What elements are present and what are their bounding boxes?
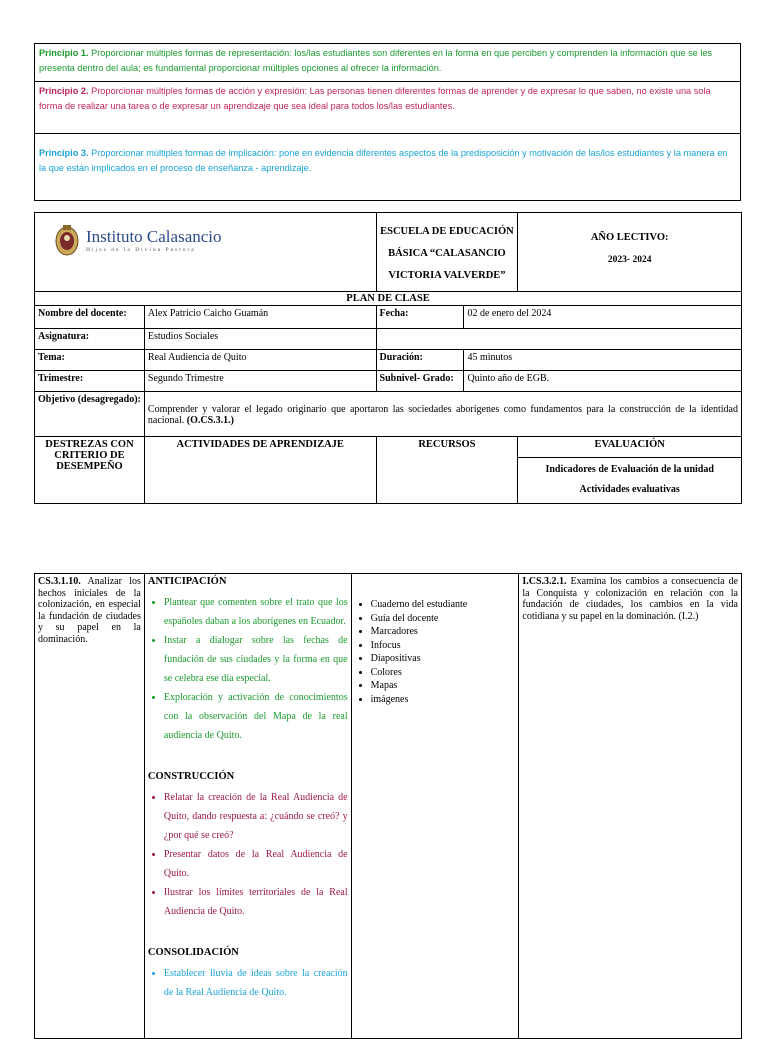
duracion-value: 45 minutos [464,350,742,371]
school-logo [38,215,373,257]
list-item: • Presentar datos de la Real Audiencia de Quito. [164,845,348,883]
asignatura-value: Estudios Sociales [144,329,376,350]
list-item: • Mapas [371,679,516,693]
construccion-list [148,788,348,921]
destreza-cell: CS.3.1.10. Analizar los hechos iniciales de la colonización, en especial la fundación de ciudades y su papel en la dominación. [35,574,145,1039]
anticipacion-list [148,593,348,745]
principle-2: Principio 2. Proporcionar múltiples formas de acción y expresión: Las personas tienen diferentes formas de aprender y de expresar lo que saben, no existe una sola forma de realizar una tarea o de expresar un aprendizaje que sea ideal para todos los/las estudiantes. [35,82,740,134]
construccion-title: CONSTRUCCIÓN [147,771,235,782]
plan-table: Instituto Calasancio Hijos de la Divina Pastora ESCUELA DE EDUCACIÓN BÁSICA “CALASANCIO VICTORIA VALVERDE” AÑO LECTIVO: 2023- 2024 PLAN DE CLASE Nombre del docente: Alex Patricio Caicho Guamán Fecha: 02 de enero del 2024 Asignatura: Estudios Sociales Tema: Real Audiencia de Quito Duración: 45 minutos Trimestre: Segundo Trimestre Subnivel- Grado: Quinto año de EGB. Objetivo (desagregado): Comprender y valorar el legado originario que aportaron las sociedades aborígenes como fundamentos para la construcción de la identidad nacional. (O.CS.3.1.) DESTREZAS CON CRITERIO DE DESEMPEÑO ACTIVIDADES DE APRENDIZAJE RECURSOS EVALUACIÓN Indicadores de Evaluación de la unidad Actividades evaluativas [34,212,742,504]
list-item: • Diapositivas [371,652,516,666]
list-item: • Cuaderno del estudiante [371,598,516,612]
list-item: • Marcadores [371,625,516,639]
consolidacion-list [148,964,348,1002]
objetivo-value: Comprender y valorar el legado originario que aportaron las sociedades aborígenes como fundamentos para la construcción de la identidad nacional. (O.CS.3.1.) [144,392,741,437]
logo-name: Instituto Calasancio [86,226,222,246]
resources-list [355,598,516,706]
year-cell: AÑO LECTIVO: 2023- 2024 [518,213,742,292]
list-item: • Relatar la creación de la Real Audiencia de Quito, dando respuesta a: ¿cuándo se creó? y ¿por qué se creó? [164,788,348,845]
subnivel-value: Quinto año de EGB. [464,371,742,392]
anticipacion-title: ANTICIPACIÓN [147,576,227,587]
col-evaluacion: EVALUACIÓN [518,437,742,458]
principle-3: Principio 3. Proporcionar múltiples formas de implicación: pone en evidencia diferentes aspectos de la predisposición y motivación de las/los estudiantes y la manera en la que están implicados en el proceso de enseñanza - aprendizaje. [39,148,728,173]
trimestre-value: Segundo Trimestre [144,371,376,392]
list-item: • Ilustrar los límites territoriales de la Real Audiencia de Quito. [164,883,348,921]
crest-icon [54,223,80,257]
list-item: • imágenes [371,693,516,707]
col-recursos: RECURSOS [376,437,518,504]
principle-1: Principio 1. Proporcionar múltiples formas de representación: los/las estudiantes son diferentes en la forma en que perciben y comprenden la información que se les presenta dentro del aula; es fundamental proporcionar múltiples opciones al ofrecer la información. [35,44,740,82]
activities-cell [144,574,351,1039]
plan-title: PLAN DE CLASE [35,292,742,306]
list-item: • Guía del docente [371,612,516,626]
list-item: • Establecer lluvia de ideas sobre la creación de la Real Audiencia de Quito. [164,964,348,1002]
tema-value: Real Audiencia de Quito [144,350,376,371]
consolidacion-title: CONSOLIDACIÓN [147,947,239,958]
list-item: • Infocus [371,639,516,653]
school-name-cell: ESCUELA DE EDUCACIÓN BÁSICA “CALASANCIO VICTORIA VALVERDE” [376,213,518,292]
col-indicadores: Indicadores de Evaluación de la unidad Actividades evaluativas [518,458,742,504]
logo-subtitle: Hijos de la Divina Pastora [86,246,196,253]
principles-box [34,43,741,201]
detail-table [34,573,742,1039]
list-item: • Exploración y activación de conocimientos con la observación del Mapa de la real audiencia de Quito. [164,688,348,745]
docente-value: Alex Patricio Caicho Guamán [144,306,376,329]
logo-cell [35,213,377,292]
list-item: • Instar a dialogar sobre las fechas de fundación de sus ciudades y la forma en que se celebra ese día especial. [164,631,348,688]
col-actividades: ACTIVIDADES DE APRENDIZAJE [144,437,376,504]
fecha-value: 02 de enero del 2024 [464,306,742,329]
resources-cell [351,574,519,1039]
indicator-cell: I.CS.3.2.1. Examina los cambios a consecuencia de la Conquista y colonización en relación con la fundación de ciudades, los cambios en la vida cotidiana y su papel en la dominación. (I.2.) [519,574,742,1039]
col-destrezas: DESTREZAS CON CRITERIO DE DESEMPEÑO [35,437,145,504]
list-item: • Plantear que comenten sobre el trato que los españoles daban a los aborígenes en Ecuador. [164,593,348,631]
list-item: • Colores [371,666,516,680]
